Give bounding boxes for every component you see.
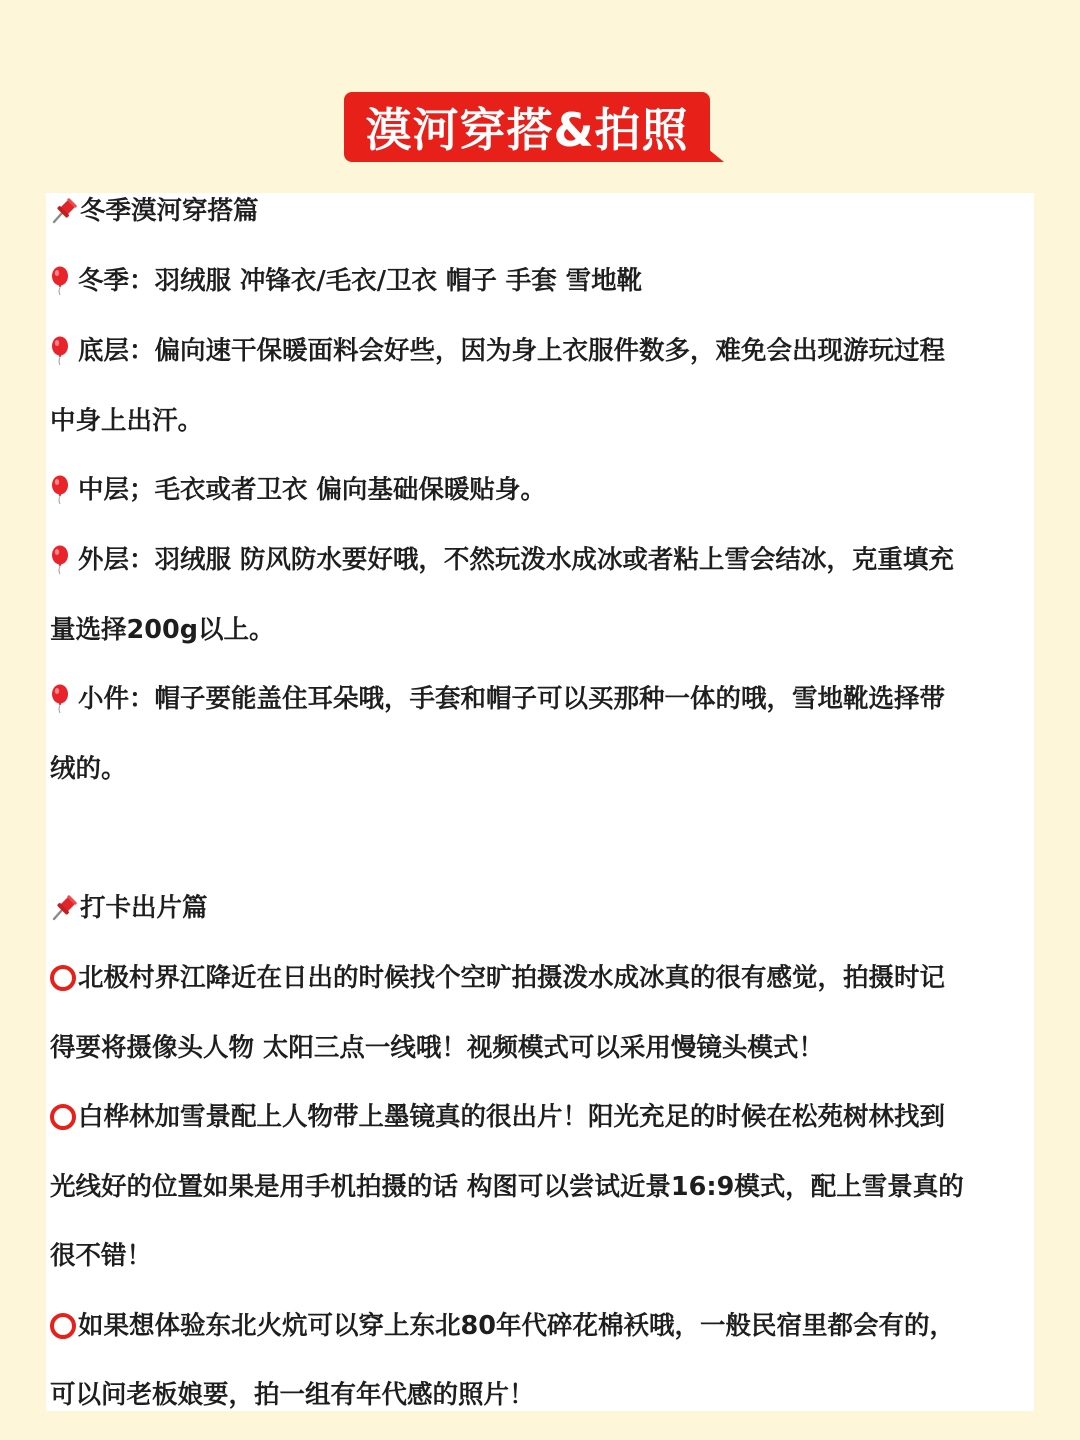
title-banner xyxy=(344,92,724,162)
section-heading-text: 冬季漠河穿搭篇 xyxy=(80,196,259,226)
list-item-continuation: 可以问老板娘要，拍一组有年代感的照片！ xyxy=(50,1380,535,1410)
balloon-icon xyxy=(50,684,70,714)
list-item: 中层；毛衣或者卫衣 偏向基础保暖贴身。 xyxy=(50,472,546,508)
balloon-icon xyxy=(50,475,70,505)
section-heading-outfit xyxy=(50,193,259,229)
list-item: 小件：帽子要能盖住耳朵哦，手套和帽子可以买那种一体的哦，雪地靴选择带 xyxy=(50,681,945,717)
balloon-icon xyxy=(50,545,70,575)
list-item: 北极村界江降近在日出的时候找个空旷拍摄泼水成冰真的很有感觉，拍摄时记 xyxy=(50,960,945,996)
list-item-continuation: 光线好的位置如果是用手机拍摄的话 构图可以尝试近景16:9模式，配上雪景真的 xyxy=(50,1172,964,1202)
list-item-continuation: 绒的。 xyxy=(50,754,127,784)
list-item-continuation: 得要将摄像头人物 太阳三点一线哦！视频模式可以采用慢镜头模式！ xyxy=(50,1033,824,1063)
list-item: 白桦林加雪景配上人物带上墨镜真的很出片！阳光充足的时候在松苑树林找到 xyxy=(50,1099,945,1135)
list-item-continuation: 很不错！ xyxy=(50,1241,153,1271)
balloon-icon xyxy=(50,266,70,296)
list-item: 外层：羽绒服 防风防水要好哦，不然玩泼水成冰或者粘上雪会结冰，克重填充 xyxy=(50,542,954,578)
section-heading-photo xyxy=(50,890,208,926)
hollow-red-circle-icon xyxy=(50,965,76,991)
pushpin-icon xyxy=(50,894,78,922)
hollow-red-circle-icon xyxy=(50,1104,76,1130)
list-item: 冬季：羽绒服 冲锋衣/毛衣/卫衣 帽子 手套 雪地靴 xyxy=(50,263,642,299)
title-badge xyxy=(344,92,710,162)
list-item: 底层：偏向速干保暖面料会好些，因为身上衣服件数多，难免会出现游玩过程 xyxy=(50,333,945,369)
page-title: 漠河穿搭&拍照 xyxy=(365,103,689,157)
pushpin-icon xyxy=(50,197,78,225)
title-badge-tail xyxy=(702,144,724,162)
list-item-continuation: 中身上出汗。 xyxy=(50,406,204,436)
content-card xyxy=(46,193,1034,1411)
section-heading-text: 打卡出片篇 xyxy=(80,893,208,923)
list-item-continuation: 量选择200g以上。 xyxy=(50,615,275,645)
balloon-icon xyxy=(50,336,70,366)
list-item: 如果想体验东北火炕可以穿上东北80年代碎花棉袄哦，一般民宿里都会有的， xyxy=(50,1308,955,1344)
hollow-red-circle-icon xyxy=(50,1313,76,1339)
